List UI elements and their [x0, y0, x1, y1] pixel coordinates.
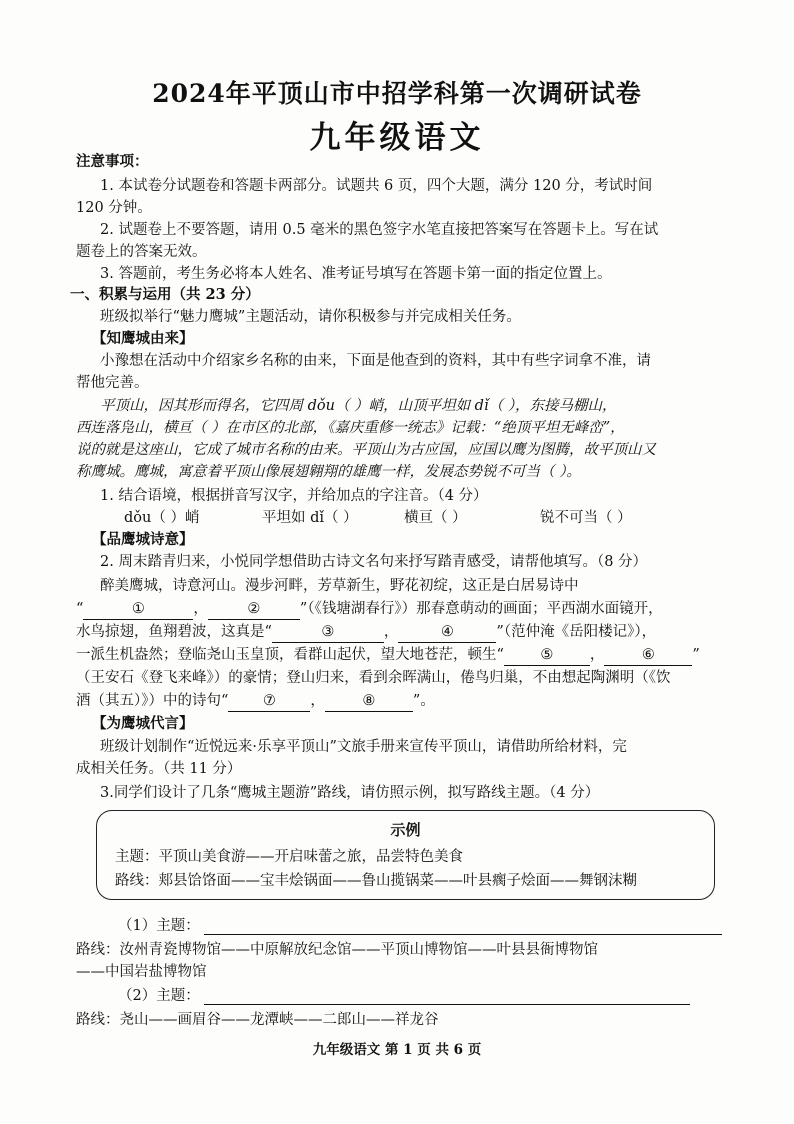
part3-text-a: 班级计划制作“近悦远来·乐享平顶山”文旅手册来宣传平顶山，请借助所给材料，完: [100, 739, 627, 755]
q1-item-1: dǒu（ ）峭: [124, 510, 200, 526]
q1-item-2: 平坦如 dǐ（ ）: [262, 510, 358, 526]
material-line-1: 平顶山，因其形而得名，它四周 dǒu（ ）峭，山顶平坦如 dǐ（ ），东接马棚山，: [100, 398, 617, 414]
blank-2[interactable]: ②: [208, 599, 300, 620]
answer-1-line[interactable]: [204, 934, 722, 935]
note-1a: 1. 本试卷分试题卷和答题卡两部分。试题共 6 页，四个大题，满分 120 分，考试时间: [100, 178, 653, 194]
answer-2-line[interactable]: [204, 1004, 690, 1005]
material-line-3: 说的就是这座山，它成了城市名称的由来。平顶山为古应国，应国以鹰为图腾，故平顶山又: [76, 442, 656, 458]
page-footer: 九年级语文 第 1 页 共 6 页: [312, 1042, 482, 1058]
example-route: 路线：郏县饸饹面——宝丰烩锅面——鲁山揽锅菜——叶县瘸子烩面——舞钢沫糊: [115, 873, 637, 889]
material-line-2: 西连落凫山，横亘（ ）在市区的北部，《嘉庆重修一统志》记载：“绝顶平坦无峰峦”，: [76, 420, 625, 436]
example-theme: 主题：平顶山美食游——开启味蕾之旅，品尝特色美食: [115, 849, 463, 865]
question-1: 1. 结合语境，根据拼音写汉字，并给加点的字注音。（4 分）: [100, 488, 488, 504]
part1-text-b: 帮他完善。: [76, 375, 149, 391]
blank-3[interactable]: ③: [272, 622, 384, 643]
note-2b: 题卷上的答案无效。: [76, 244, 207, 260]
blank-1[interactable]: ①: [83, 599, 193, 620]
q2-line-3: 水鸟掠翅，鱼翔碧波，这真是“ ③ ， ④ ”（范仲淹《岳阳楼记》），: [76, 622, 734, 643]
q2-line-1: 醉美鹰城，诗意河山。漫步河畔，芳草新生，野花初绽，这正是白居易诗中: [100, 578, 579, 594]
q2-line-4: 一派生机盎然；登临尧山玉皇顶，看群山起伏，望大地苍茫，顿生“ ⑤ ， ⑥ ”: [76, 645, 734, 666]
answer-1-route-b: ——中国岩盐博物馆: [76, 964, 207, 980]
blank-6[interactable]: ⑥: [604, 645, 692, 666]
question-2: 2. 周末踏青归来，小悦同学想借助古诗文名句来抒写踏青感受，请帮他填写。（8 分）: [100, 554, 648, 570]
q2-line-3-text-a: 水鸟掠翅，鱼翔碧波，这真是“: [76, 624, 272, 640]
blank-4[interactable]: ④: [398, 622, 496, 643]
q2-line-6-text: 酒（其五）》）中的诗句“: [76, 693, 229, 709]
q2-line-6: 酒（其五）》）中的诗句“ ⑦ ， ⑧ ”。: [76, 691, 734, 712]
q1-item-4: 锐不可当（ ）: [540, 510, 632, 526]
example-title: 示例: [390, 821, 421, 839]
q2-line-2-text: ”（《钱塘湖春行》）那春意萌动的画面；平西湖水面镜开，: [299, 601, 663, 617]
note-3: 3. 答题前，考生务必将本人姓名、准考证号填写在答题卡第一面的指定位置上。: [100, 266, 612, 282]
q1-item-3: 横亘（ ）: [404, 510, 467, 526]
note-2a: 2. 试题卷上不要答题，请用 0.5 毫米的黑色签字水笔直接把答案写在答题卡上。写在试: [100, 222, 659, 238]
example-box: [96, 810, 715, 900]
section-intro: 班级拟举行“魅力鹰城”主题活动，请你积极参与并完成相关任务。: [100, 309, 521, 325]
q2-line-2: “ ① ， ② ”（《钱塘湖春行》）那春意萌动的画面；平西湖水面镜开，: [76, 599, 734, 620]
question-3: 3.同学们设计了几条“鹰城主题游”路线，请仿照示例，拟写路线主题。（4 分）: [100, 785, 600, 801]
part1-text-a: 小豫想在活动中介绍家乡名称的由来，下面是他查到的资料，其中有些字词拿不准，请: [100, 353, 651, 369]
answer-1-route-a: 路线：汝州青瓷博物馆——中原解放纪念馆——平顶山博物馆——叶县县衙博物馆: [76, 942, 598, 958]
note-1b: 120 分钟。: [76, 200, 152, 216]
q2-line-5: （王安石《登飞来峰》）的豪情；登山归来，看到余晖满山，倦鸟归巢，不由想起陶渊明（《饮: [76, 670, 671, 686]
answer-2-route: 路线：尧山——画眉谷——龙潭峡——二郎山——祥龙谷: [76, 1012, 439, 1028]
answer-1-label: （1）主题：: [118, 918, 200, 934]
answer-2-label: （2）主题：: [118, 988, 200, 1004]
exam-subtitle: 九年级语文: [309, 120, 485, 156]
blank-5[interactable]: ⑤: [504, 645, 590, 666]
notes-heading: 注意事项：: [76, 153, 149, 170]
q2-line-3-text-b: ”（范仲淹《岳阳楼记》），: [496, 624, 657, 640]
q2-line-4-text: 一派生机盎然；登临尧山玉皇顶，看群山起伏，望大地苍茫，顿生“: [76, 647, 504, 663]
part2-title: 【品鹰城诗意】: [92, 531, 194, 548]
part3-title: 【为鹰城代言】: [92, 715, 194, 732]
blank-7[interactable]: ⑦: [228, 691, 310, 712]
material-line-4: 称鹰城。鹰城，寓意着平顶山像展翅翱翔的雄鹰一样，发展态势锐不可当（ ）。: [76, 464, 581, 480]
part1-title: 【知鹰城由来】: [92, 330, 194, 347]
part3-text-b: 成相关任务。（共 11 分）: [76, 761, 242, 777]
blank-8[interactable]: ⑧: [325, 691, 413, 712]
exam-title: 2024年平顶山市中招学科第一次调研试卷: [152, 79, 642, 108]
section-heading: 一、积累与运用（共 23 分）: [70, 286, 260, 303]
